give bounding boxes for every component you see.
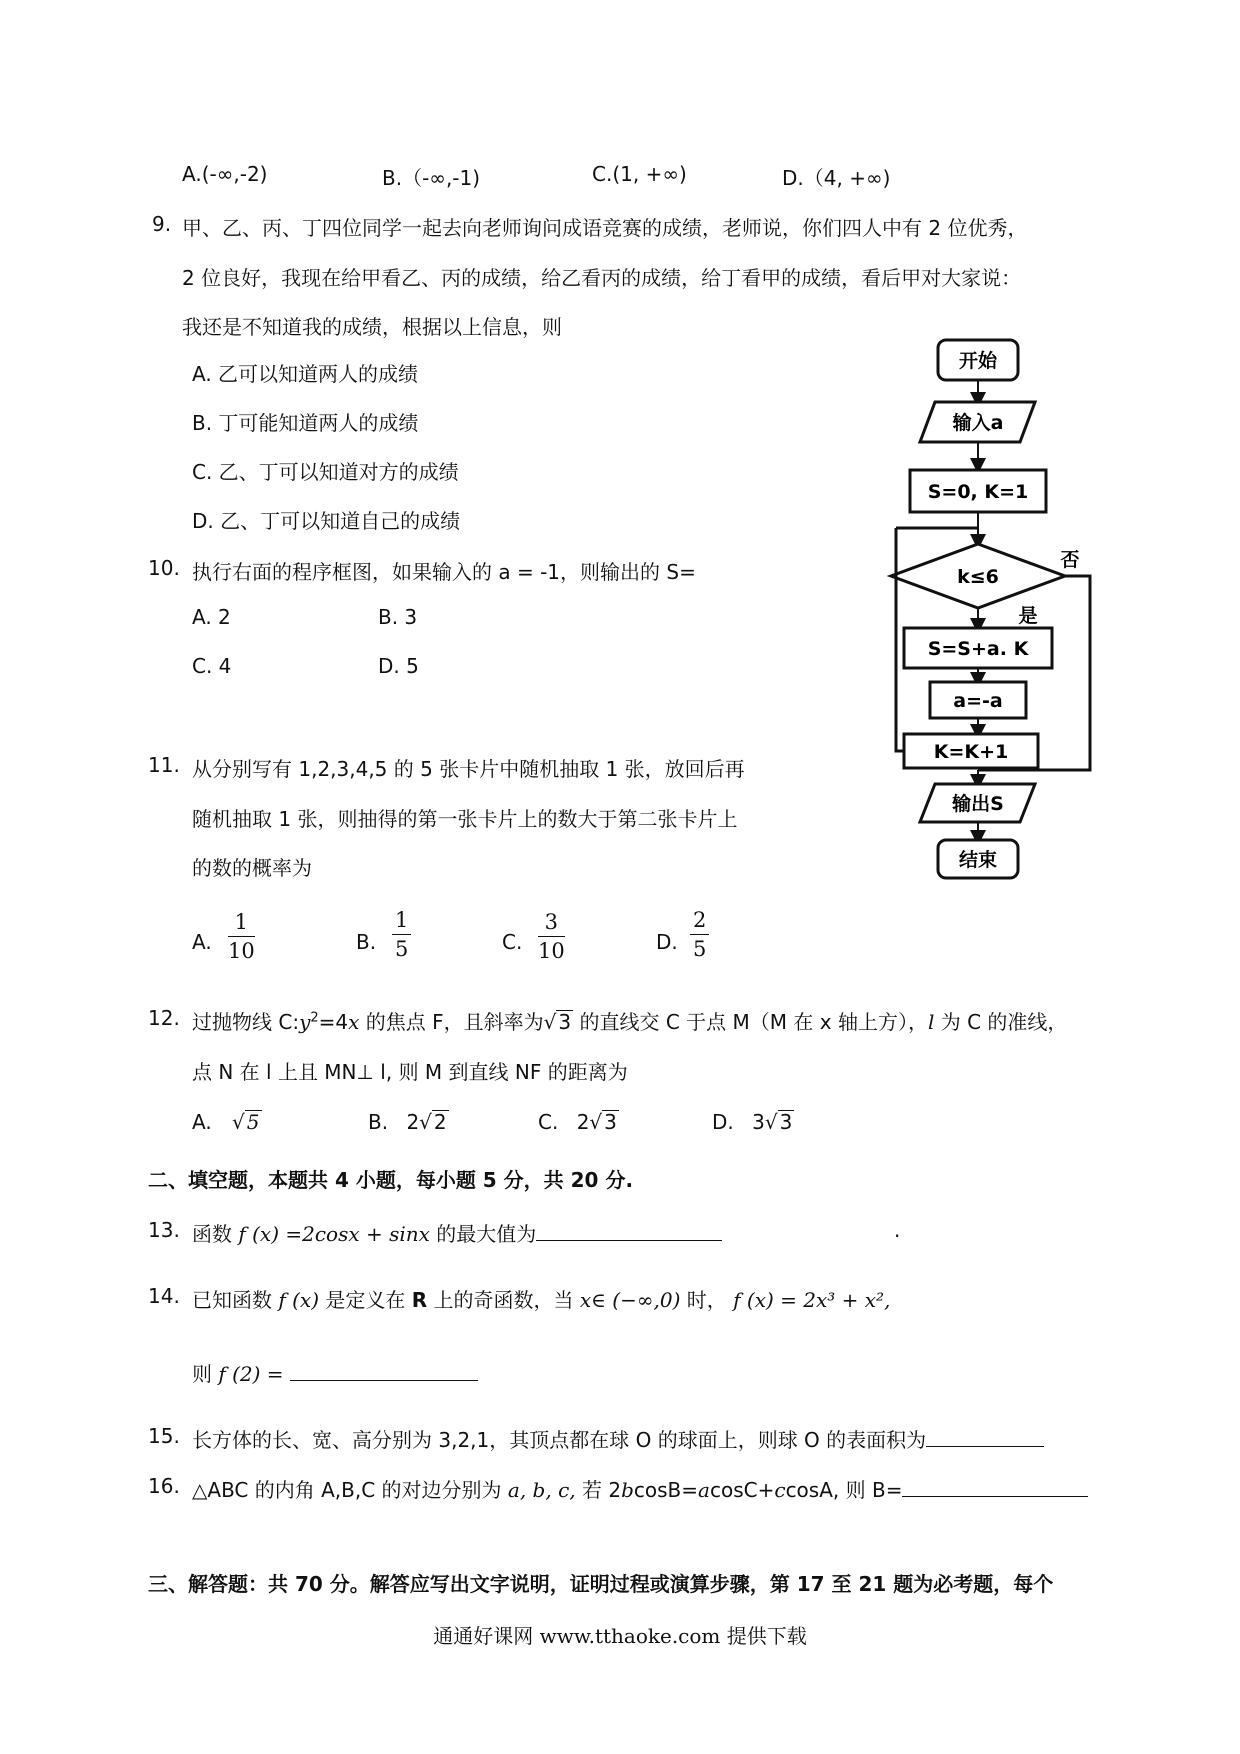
q12-text-j: 为 C 的准线， bbox=[934, 1010, 1068, 1034]
opt-label: A. bbox=[192, 1110, 212, 1134]
q14-line-1 bbox=[192, 1284, 890, 1313]
q11-option-a-fraction bbox=[228, 910, 255, 963]
q13-post: 的最大值为 bbox=[436, 1222, 537, 1246]
q9-line-2: 2 位良好，我现在给甲看乙、丙的成绩，给乙看丙的成绩，给丁看甲的成绩，看后甲对大家说： bbox=[182, 266, 1022, 290]
radicand: 5 bbox=[246, 1110, 260, 1134]
frac-num: 2 bbox=[690, 908, 709, 935]
opt-label: B. bbox=[368, 1110, 389, 1134]
q11-option-d-label: D. bbox=[656, 930, 678, 954]
flow-init-label: S=0, K=1 bbox=[927, 481, 1029, 503]
q13-number: 13. bbox=[148, 1218, 180, 1242]
q10-option-a: A. 2 bbox=[192, 605, 231, 629]
q15-answer-blank[interactable] bbox=[926, 1424, 1044, 1447]
q9-option-c: C. 乙、丁可以知道对方的成绩 bbox=[192, 460, 459, 484]
q16-mid2: cosB= bbox=[633, 1478, 699, 1502]
q16-mid4: cosA, 则 B= bbox=[785, 1478, 903, 1502]
frac-den: 10 bbox=[228, 939, 255, 963]
section-2-heading: 二、填空题，本题共 4 小题，每小题 5 分，共 20 分. bbox=[148, 1168, 634, 1192]
q12-slope-radicand: 3 bbox=[558, 1010, 572, 1034]
q9-line-1: 甲、乙、丙、丁四位同学一起去向老师询问成语竞赛的成绩，老师说，你们四人中有 2 位优秀， bbox=[182, 216, 1028, 240]
q9-option-b: B. 丁可能知道两人的成绩 bbox=[192, 411, 419, 435]
q12-option-b bbox=[368, 1110, 449, 1134]
q11-option-d-fraction bbox=[690, 908, 709, 961]
q16-mid: 若 2 bbox=[582, 1478, 622, 1502]
sqrt-icon: √ bbox=[543, 1010, 557, 1034]
q13-line bbox=[192, 1218, 722, 1247]
q10-text: 执行右面的程序框图，如果输入的 a = -1，则输出的 S= bbox=[192, 560, 696, 584]
q16-number: 16. bbox=[148, 1474, 180, 1498]
q16-line bbox=[192, 1474, 1088, 1503]
q11-line-1: 从分别写有 1,2,3,4,5 的 5 张卡片中随机抽取 1 张，放回后再 bbox=[192, 757, 745, 781]
q11-option-c-label: C. bbox=[502, 930, 523, 954]
q14-mid2: 上的奇函数，当 bbox=[433, 1288, 574, 1312]
q16-mid3: cosC+ bbox=[709, 1478, 775, 1502]
q13-pre: 函数 bbox=[192, 1222, 232, 1246]
sqrt-icon: √ bbox=[419, 1110, 432, 1134]
q12-text-d: =4 bbox=[318, 1010, 349, 1034]
q12-option-a bbox=[192, 1110, 262, 1134]
q11-option-c-fraction bbox=[538, 910, 565, 963]
opt-label: C. bbox=[538, 1110, 559, 1134]
q8-option-c: C.(1, +∞) bbox=[592, 162, 687, 186]
q14-mid: 是定义在 bbox=[325, 1288, 406, 1312]
flow-input-label: 输入a bbox=[952, 412, 1004, 434]
q14-expr: f (x) = 2x³ + x², bbox=[733, 1288, 891, 1312]
coef: 3 bbox=[752, 1110, 765, 1134]
flow-output-label: 输出S bbox=[952, 793, 1004, 815]
q13-expr: f (x) =2cosx + sinx bbox=[238, 1222, 430, 1246]
q16-answer-blank[interactable] bbox=[902, 1474, 1088, 1497]
flow-step2-label: a=-a bbox=[953, 690, 1003, 712]
q14-R: R bbox=[411, 1288, 428, 1312]
radicand: 3 bbox=[604, 1110, 617, 1134]
frac-den: 5 bbox=[693, 937, 707, 961]
flow-no-label: 否 bbox=[1060, 549, 1080, 571]
frac-num: 3 bbox=[538, 910, 565, 937]
section-3-heading: 三、解答题：共 70 分。解答应写出文字说明，证明过程或演算步骤，第 17 至 21 题为必考题，每个 bbox=[148, 1572, 1054, 1596]
q15-line bbox=[192, 1424, 1044, 1453]
q15-text: 长方体的长、宽、高分别为 3,2,1，其顶点都在球 O 的球面上，则球 O 的表面积为 bbox=[192, 1428, 927, 1452]
q10-number: 10. bbox=[148, 556, 180, 580]
q12-text-f: 的焦点 F，且斜率为 bbox=[359, 1010, 544, 1034]
q12-option-c bbox=[538, 1110, 619, 1134]
q9-option-a: A. 乙可以知道两人的成绩 bbox=[192, 362, 419, 386]
q16-a: a bbox=[698, 1478, 710, 1502]
q16-vars: a, b, c, bbox=[507, 1478, 576, 1502]
q11-line-2: 随机抽取 1 张，则抽得的第一张卡片上的数大于第二张卡片上 bbox=[192, 807, 738, 831]
q14-line-2 bbox=[192, 1358, 478, 1387]
flow-condition-label: k≤6 bbox=[957, 566, 999, 588]
q16-pre: △ABC 的内角 A,B,C 的对边分别为 bbox=[192, 1478, 502, 1502]
sqrt-icon: √ bbox=[232, 1110, 245, 1134]
q16-b: b bbox=[621, 1478, 634, 1502]
q11-option-b-label: B. bbox=[356, 930, 377, 954]
frac-num: 1 bbox=[228, 910, 255, 937]
q12-line-1 bbox=[192, 1006, 1067, 1035]
coef: 2 bbox=[576, 1110, 590, 1134]
q14-answer-blank[interactable] bbox=[290, 1358, 478, 1381]
flow-start-label: 开始 bbox=[958, 350, 998, 372]
q15-number: 15. bbox=[148, 1424, 180, 1448]
page-footer: 通通好课网 www.tthaoke.com 提供下载 bbox=[433, 1624, 807, 1648]
q12-text-h: 的直线交 C 于点 M（M 在 x 轴上方）， bbox=[573, 1010, 928, 1034]
q12-option-d bbox=[712, 1110, 794, 1134]
flow-step1-label: S=S+a. K bbox=[927, 638, 1029, 660]
q16-c: c bbox=[774, 1478, 786, 1502]
q14-line2-pre: 则 bbox=[192, 1362, 212, 1386]
flow-step3-label: K=K+1 bbox=[933, 741, 1009, 763]
program-flowchart bbox=[850, 330, 1110, 910]
q9-option-d: D. 乙、丁可以知道自己的成绩 bbox=[192, 509, 461, 533]
q11-option-a-label: A. bbox=[192, 930, 212, 954]
frac-den: 10 bbox=[538, 939, 565, 963]
q10-option-b: B. 3 bbox=[378, 605, 418, 629]
q11-option-b-fraction bbox=[392, 908, 411, 961]
q9-line-3: 我还是不知道我的成绩，根据以上信息，则 bbox=[182, 315, 562, 339]
sqrt-icon: √ bbox=[764, 1110, 778, 1134]
flow-end-label: 结束 bbox=[958, 849, 998, 871]
q12-exp: 2 bbox=[310, 1010, 319, 1026]
q9-number: 9. bbox=[152, 212, 172, 236]
q14-mid3: 时， bbox=[686, 1288, 727, 1312]
q14-cond: x∈ (−∞,0) bbox=[579, 1288, 681, 1312]
radicand: 2 bbox=[433, 1110, 447, 1134]
q10-option-d: D. 5 bbox=[378, 654, 419, 678]
q12-number: 12. bbox=[148, 1006, 180, 1030]
coef: 2 bbox=[406, 1110, 420, 1134]
opt-label: D. bbox=[712, 1110, 734, 1134]
q14-pre: 已知函数 bbox=[192, 1288, 272, 1312]
q12-line-2: 点 N 在 l 上且 MN⊥ l, 则 M 到直线 NF 的距离为 bbox=[192, 1060, 628, 1084]
frac-den: 5 bbox=[395, 937, 409, 961]
q13-dot: . bbox=[894, 1218, 901, 1242]
q14-number: 14. bbox=[148, 1284, 180, 1308]
q13-answer-blank[interactable] bbox=[536, 1218, 722, 1241]
q12-var-l: l bbox=[927, 1010, 935, 1034]
q8-option-b: B.（-∞,-1) bbox=[382, 166, 481, 190]
q12-text-a: 过抛物线 C: bbox=[192, 1010, 300, 1034]
q14-line2-expr: f (2) = bbox=[218, 1362, 284, 1386]
q8-option-d: D.（4, +∞) bbox=[782, 166, 891, 190]
q12-var-y: y bbox=[299, 1010, 311, 1034]
q12-var-x: x bbox=[348, 1010, 360, 1034]
flow-yes-label: 是 bbox=[1018, 605, 1038, 627]
frac-num: 1 bbox=[392, 908, 411, 935]
radicand: 3 bbox=[779, 1110, 793, 1134]
q11-number: 11. bbox=[148, 753, 180, 777]
q8-option-a: A.(-∞,-2) bbox=[182, 162, 268, 186]
q10-option-c: C. 4 bbox=[192, 654, 232, 678]
q11-line-3: 的数的概率为 bbox=[192, 856, 312, 880]
sqrt-icon: √ bbox=[589, 1110, 603, 1134]
q14-f: f (x) bbox=[278, 1288, 320, 1312]
